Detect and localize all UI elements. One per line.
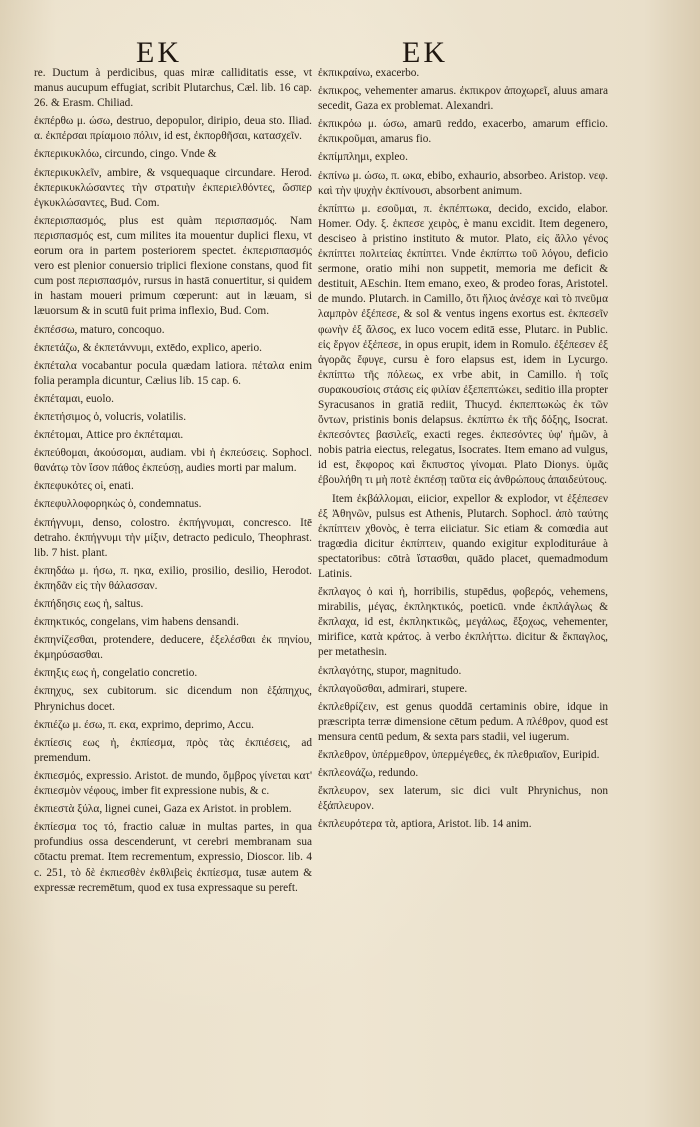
dictionary-entry: ἐκπλευρότερα τὰ, aptiora, Aristot. lib. 14 anim. [318,818,532,831]
dictionary-entry: ἐκπικρος, vehementer amarus. ἐκπικρον ἀποχωρεῖ, aluus amara secedit, Gaza ex problemat. Alexandri. [318,85,608,113]
right-column [318,66,608,836]
dictionary-entry: ἐκπίνω μ. ώσω, π. ωκα, ebibo, exhaurio, absorbeo. Aristop. νεφ. καὶ τὴν ψυχὴν ἐκπίνουσι, absorbent animum. [318,169,608,197]
dictionary-entry: ἐκπετάζω, & ἐκπετάννυμι, extēdo, explico, aperio. [34,341,262,354]
dictionary-entry: ἐκπέρθω μ. ώσω, destruo, depopulor, diripio, deua sto. Iliad. α. ἐκπέρσαι πρίαμοιο πόλιν, id est, ἐκπορθῆσαι, κατασχεῖν. [34,115,312,143]
dictionary-entry: ἐκπικρόω μ. ώσω, amarū reddo, exacerbo, amarum efficio. ἐκπικροῦμαι, amarus fio. [318,118,608,146]
dictionary-entry: ἐκπλαγότης, stupor, magnitudo. [318,664,462,677]
dictionary-entry: ἔκπλεθρον, ὑπέρμεθρον, ὑπερμέγεθες, ἐκ πλεθριαῖον, Euripid. [318,749,600,762]
left-column [34,66,312,899]
running-head-right: EK [402,36,448,69]
dictionary-entry: ἐκπηδάω μ. ήσω, π. ηκα, exilio, prosilio, desilio, Herodot. ἐκπηδᾶν εἰς τὴν θάλασσαν. [34,564,312,592]
dictionary-entry: ἐκπήγνυμι, denso, colostro. ἐκπήγνυμαι, concresco. Itē detraho. ἐκπήγνυμι τὴν μίξιν, detracto pediculo, Theophrast. lib. 7 hist. plant. [34,516,312,559]
dictionary-entry: ἐκπερικυκλόω, circundo, cingo. Vnde & [34,148,217,161]
dictionary-entry: ἐκπίμπλημι, expleo. [318,151,408,164]
dictionary-entry: ἐκπηκτικός, congelans, vim habens densandi. [34,616,239,629]
dictionary-entry: re. Ductum à perdicibus, quas miræ calliditatis esse, vt manus aucupum effugiat, scribit Plutarchus, Cæl. lib. 16 cap. 26. & Erasm. Chiliad. [34,67,312,110]
dictionary-entry: ἐκπέταλα vocabantur pocula quædam latiora. πέταλα enim folia perampla dicuntur, Cælius lib. 15 cap. 6. [34,359,312,387]
dictionary-entry: ἐκπερισπασμός, plus est quàm περισπασμός. Nam περισπασμός est, cum milites ita mouentur duplici flexu, vt eorum ora in partem posteriorem spectet. ἐκπερισπασμός vero est plenior conuersio triplici flexione constans, quod fit cum post περισπασμόν, rursus in hastā conuertitur, si quidem in hastam moueri primum cœperunt: aut in læuam, si læuorsum & in scutū fuit prima inflexio, Bud. Com. [34,214,312,318]
dictionary-entry: ἐκπίεσις εως ἡ, ἐκπίεσμα, πρὸς τὰς ἐκπιέσεις, ad premendum. [34,736,312,764]
dictionary-entry: ἐκπιεστὰ ξύλα, lignei cunei, Gaza ex Aristot. in problem. [34,803,292,816]
dictionary-entry: ἐκπλεθρίζειν, est genus quoddā certaminis obire, idque in præscripta terræ dimensione cētum pedum. A πλέθρον, quod est mensura centū pedum, & sexta pars stadii, vel iugerum. [318,700,608,743]
running-head-left: EK [136,36,182,69]
dictionary-entry: ἐκπιέζω μ. έσω, π. εκα, exprimo, deprimo, Accu. [34,718,254,731]
dictionary-entry: ἐκπικραίνω, exacerbo. [318,67,420,79]
dictionary-entry: ἐκπιεσμός, expressio. Aristot. de mundo, ὄμβρος γίνεται κατ' ἐκπιεσμὸν νέφους, imber fit expressione nubis, & c. [34,769,312,798]
dictionary-entry: Item ἐκβάλλομαι, eiicior, expellor & explodor, vt ἐξέπεσεν ἐξ Ἀθηνῶν, pulsus est Athenis, Plutarch. Sophocl. ἀπὸ ταύτης ἐκπίπτειν χθονὸς, è terra eiiciatur. Sic etiam & comœdia aut tragœdia dicitur ἐκπίπτειν, quando exigitur explodituráue à spectatoribus: cōtrà ἵστασθαι, quādo placet, quemadmodum Latinis. [318,492,608,580]
dictionary-entry: ἐκπίεσμα τος τό, fractio caluæ in multas partes, in qua profundius ossa descenderunt, vt cerebri membranam sua cōtactu premat. Item recrementum, expressio, Dioscor. lib. 4 c. 251, τὸ δὲ ἐκπιεσθὲν ἐκθλιβεὶς ἐκπίεσμα, tusæ autem & expressæ recremētum, quod ex tusa expressaque su pereft. [34,821,312,894]
dictionary-entry: ἐκπηξις εως ἡ, congelatio concretio. [34,667,198,680]
dictionary-entry: ἐκπεφυκότες οἱ, enati. [34,480,134,493]
dictionary-entry: ἐκπήδησις εως ἡ, saltus. [34,598,144,610]
dictionary-entry: ἐκπετήσιμος ὁ, volucris, volatilis. [34,410,187,423]
dictionary-entry: ἐκπερικυκλεῖν, ambire, & vsquequaque circundare. Herod. ἐκπερικυκλώσαντες τὴν στρατιὴν ἐκπεριελθόντες, ὥσπερ ἐγκυκλώσαντες, Bud. Com. [34,166,312,209]
dictionary-entry: ἐκπέταμαι, euolo. [34,392,114,405]
dictionary-entry: ἐκπέτομαι, Attice pro ἐκπέταμαι. [34,429,184,442]
dictionary-entry: ἐκπηνίζεσθαι, protendere, deducere, ἐξελέσθαι ἐκ πηνίου, ἐκμηρύσασθαι. [34,634,312,662]
dictionary-entry: ἐκπλαγοῦσθαι, admirari, stupere. [318,682,468,695]
dictionary-entry: ἐκπεφυλλοφορηκὼς ὁ, condemnatus. [34,498,202,511]
dictionary-entry: ἐκπλεονάζω, redundo. [318,767,419,780]
dictionary-entry: ἔκπλαγος ὁ καὶ ἡ, horribilis, stupēdus, φοβερός, vehemens, mirabilis, μέγας, ἐκπληκτικός, poeticū. vnde ἐκπλάγλως & ἔκπλαχα, id est, ἐκπληκτικῶς, μεγάλως, ἔξοχως, vehementer, mirifice, κατὰ κράτος. à verbo ἐκπλήττω. dicitur & ἔκπαγλος, per metathesin. [318,586,608,659]
dictionary-entry: ἐκπεύθομαι, ἀκούσομαι, audiam. vbi ἡ ἐκπεύσεις. Sophocl. θανάτῳ τὸν ἴσον πάθος ἐκπεύσῃ, audies morti par malum. [34,447,312,475]
dictionary-entry: ἐκπίπτω μ. εσοῦμαι, π. ἐκπέπτωκα, decido, excido, elabor. Homer. Ody. ξ. ἐκπεσε χειρὸς, è manu excidit. Item degenero, desciseo à pristino instituto & mutor. Plato, εἰς ἄλλο γένος ἐκπίπτει πολιτείας ἐκπίπτει. Vnde ἐκπίπτω τοῦ λόγου, deficio sermone, oratio mihi non suppetit, memoria me deficit & destituit, AEschin. Item emano, exeo, & prodeo foras, Aristotel. de mundo. Plutarch. in Camillo, ὅτι ἥλιος ἀνέσχε καὶ τὸ πνεῦμα λαμπρὸν ἐξέπεσε, & sol & ventus ingens exortus est. ἐκπεσεῖν φωνὴν ἐξ ἄλσος, ex luco vocem editā esse, Plutarc. in Public. εἰς ἔργον ἐξέπεσε, in opus erupit, idem in Romulo. ἐξέπεσεν ἐξ ἀγορᾶς ἔφυγε, cursu è foro elapsus est, idem in Lycurgo. ἐκπίπτω τῆς πόλεως, ex vrbe abit, in Camillo. ἡ τοῖς συρακουσίοις στάσις εἰς φιλίαν ἐξεπεπτώκει, seditio illa propter Syracusanos in gratiā rediit, Thucyd. ἐκπεπτωκὼς ἐκ τῶν ὄντων, pristinis bonis delapsus. ἐκπίπτω ἐκ τῆς δόξης, Isocrat. ἐκπεσόντες βασιλεῖς, exacti reges. ἐκπεσόντες ὑφ' ἡμῶν, à nobis patria eiectus, relegatus, Isocrates. Item emano ad vulgus, id est, ἔκφορος καὶ ἔκπυστος γίνομαι. Plato Dionys. ὑμᾶς ἐβουλήθη τι μὴ ποτὲ ἐκπέσῃ ταῦτα εἰς ἀνθρώπους ἀπαιδεύτους. [318,202,608,487]
dictionary-entry: ἐκπέσσω, maturo, concoquo. [34,323,165,336]
dictionary-entry: ἐκπηχυς, sex cubitorum. sic dicendum non ἑξάπηχυς, Phrynichus docet. [34,685,312,713]
dictionary-entry: ἔκπλευρον, sex laterum, sic dici vult Phrynichus, non ἑξάπλευρον. [318,785,608,813]
